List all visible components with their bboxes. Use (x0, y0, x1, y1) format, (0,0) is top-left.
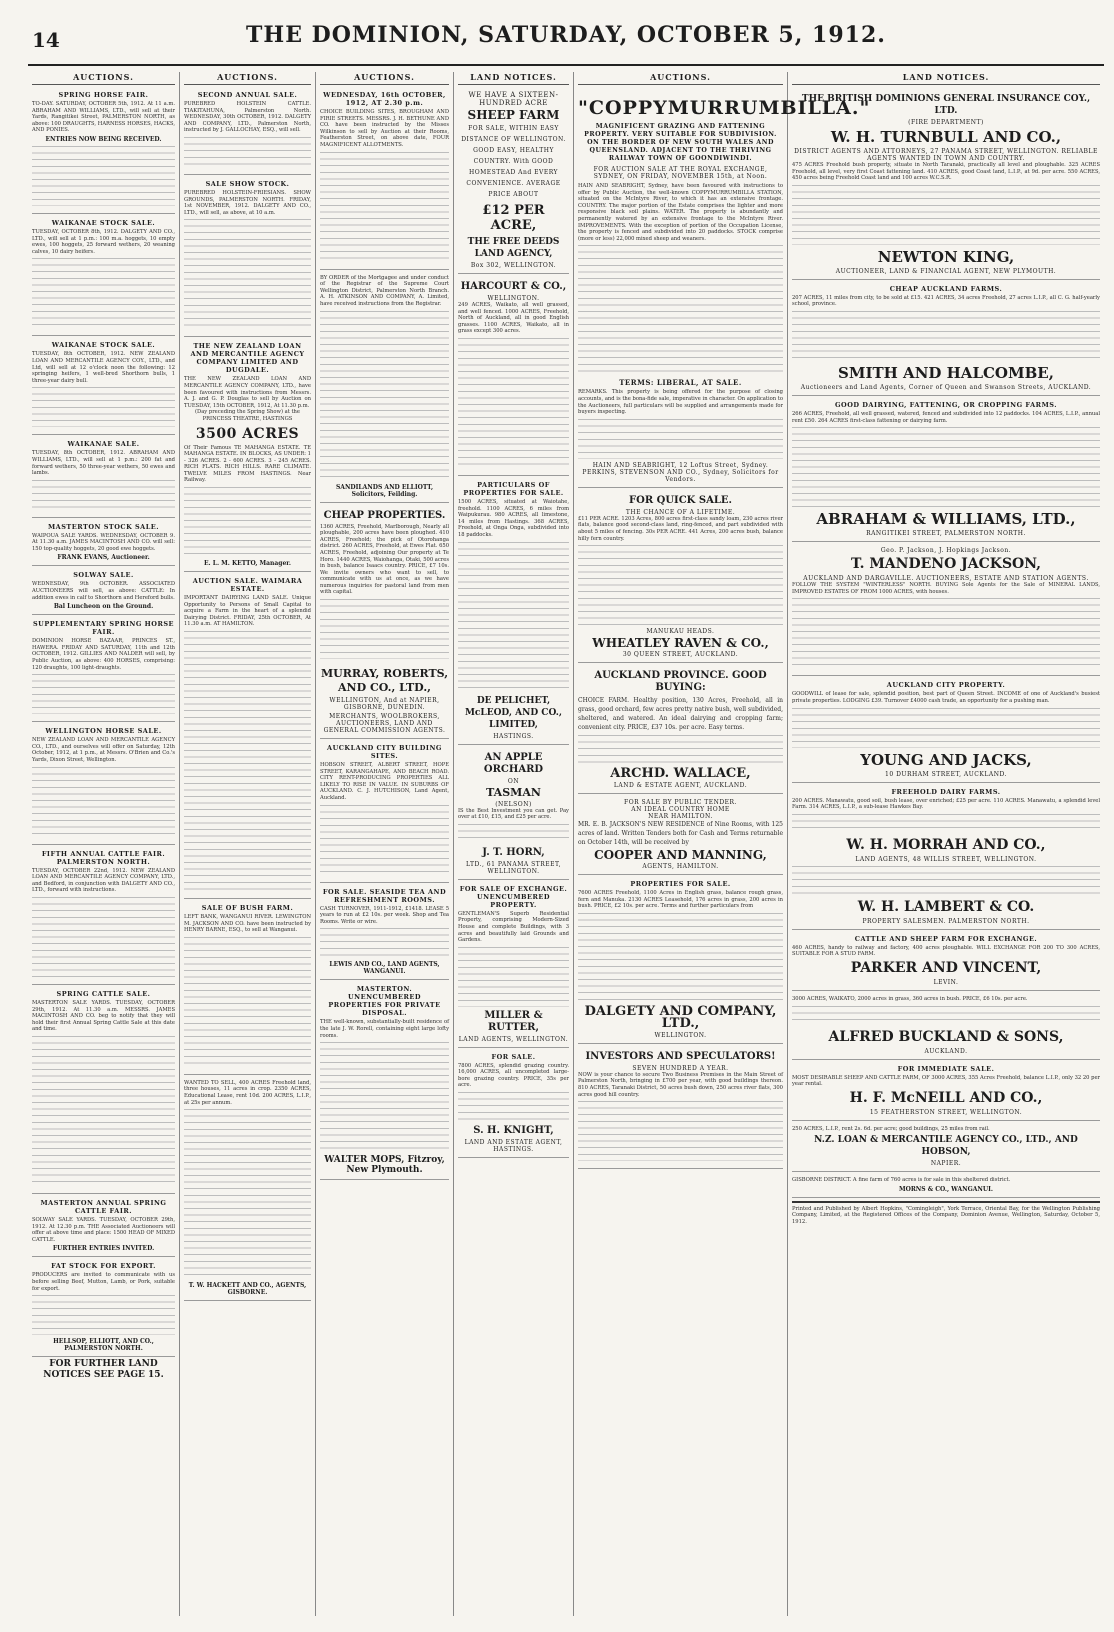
firm-name: S. H. KNIGHT, (473, 1125, 554, 1137)
text-lines (32, 674, 175, 714)
ad-text: CHOICE BUILDING SITES, BROUGHAM AND FIRIE STREETS. MESSRS. J. H. BETHUNE AND CO. have been instructed by the Misses Wilkinson to sell by Auction at their Rooms, Featherston Street, on above date, FOUR MAGNIFICENT ALLOTMENTS. (320, 109, 449, 148)
ad-headline: AUCKLAND PROVINCE. GOOD BUYING: (594, 670, 767, 694)
text-lines (578, 545, 783, 625)
column-header: AUCTIONS. (320, 72, 449, 85)
ad-masterton-properties (320, 982, 449, 1180)
ad-freehold-dairy (792, 785, 1100, 930)
text-lines (792, 598, 1100, 668)
solicitors-line: PERKINS, STEVENSON AND CO., Sydney, Solicitors for Vendors. (582, 468, 779, 483)
ad-harcourt (458, 276, 569, 476)
ad-wellington-horse-sale (32, 724, 175, 844)
ad-headline: SHEEP FARM (467, 108, 560, 122)
text-lines (184, 219, 311, 329)
ad-heading: MASTERTON. UNENCUMBERED PROPERTIES FOR PRIVATE DISPOSAL. (328, 985, 441, 1018)
ad-mandeno-jackson (792, 544, 1100, 676)
page-number: 14 (32, 28, 60, 52)
ad-text: Of Their Famous TE MAHANGA ESTATE. TE MAHANGA ESTATE. IN BLOCKS, AS UNDER: 1 - 326 ACRES. 2 - 600 ACRES. 3 - 245 ACRES. RICH FLATS. RICH HILLS. RARE CLIMATE. TWELVE MILES FROM HASTINGS. Near Railway. (184, 444, 311, 484)
ad-nz-loan (792, 1123, 1100, 1173)
text-lines (458, 1092, 569, 1122)
ad-text: 7600 ACRES Freehold, 1100 Acres in English grass, balance rough grass, fern and Manuka. 2130 ACRES Leasehold, 176 acres in grass, 200 acres in bush. PRICE, £2 10s. per acre. Terms and further particulars from (578, 890, 783, 910)
ad-text: FOR SALE, WITHIN EASY DISTANCE OF WELLINGTON. GOOD EASY, HEALTHY COUNTRY. With GOOD HOMESTEAD And EVERY CONVENIENCE. AVERAGE PRICE ABOUT (461, 125, 566, 198)
column-4 (454, 72, 574, 1616)
ad-auckland-province (578, 665, 783, 794)
ad-text: CHOICE FARM. Healthy position, 130 Acres, Freehold, all in grass, good orchard, few acres pretty native bush, well subdivided, sheltered, and watered. An ideal dairying and cropping farm; convenient city. PRICE, £37 10s. per acre. Easy terms. (578, 697, 783, 732)
text-lines (184, 1109, 311, 1279)
ad-heading: WAIKANAE STOCK SALE. (51, 341, 156, 350)
ad-text: 475 ACRES Freehold bush property, situate in North Taranaki, practically all level and ploughable. 325 ACRES Freehold, all level, very first Coast fattening land. 410 ACRES, good Coast land, L.I.P., at 9d. per acre. 550 ACRES, 450 acres being Freehold Coast land and 100 acres W.C.S.R. (792, 162, 1100, 182)
ad-heading: SECOND ANNUAL SALE. (197, 91, 298, 99)
ad-immediate-sale (792, 1062, 1100, 1121)
firm-name: MURRAY, ROBERTS, AND CO., LTD., (320, 667, 449, 695)
text-lines (792, 708, 1100, 748)
text-lines (32, 258, 175, 328)
price-per-acre: £12 PER ACRE, (482, 203, 545, 233)
ad-text: 200 ACRES. Manawatu, good soil, bush lease, over enriched; £25 per acre. 110 ACRES. Manawatu, a splendid level Farm. 314 ACRES, L.I.P., a sub-lease Hawkes Bay. (792, 797, 1100, 811)
ad-heading: AUCKLAND CITY PROPERTY. (886, 681, 1006, 690)
ad-headline: FOR QUICK SALE. (629, 494, 732, 506)
firm-name: ABRAHAM & WILLIAMS, LTD., (816, 510, 1076, 529)
ad-heading: WAIKANAE STOCK SALE. (51, 218, 156, 227)
ad-text: 249 ACRES, Waikato, all well grassed, and well fenced. 1000 ACRES, Freehold, North of Auckland, all in good English grasses. 1100 ACRES, Waikato, all in grass except 300 acres. (458, 302, 569, 335)
firm-address: Auctioneers and Land Agents, Corner of Queen and Swanson Streets, AUCKLAND. (800, 383, 1092, 391)
text-lines (578, 419, 783, 459)
ad-heading: FIFTH ANNUAL CATTLE FAIR. PALMERSTON NORTH. (41, 849, 166, 866)
ad-cheap-properties (320, 505, 449, 740)
ad-heading: FOR SALE BY PUBLIC TENDER. (624, 799, 737, 807)
text-lines (458, 947, 569, 1007)
ad-heading: AUCTION SALE. WAIMARA ESTATE. (192, 577, 303, 594)
ad-text: TO-DAY. SATURDAY, OCTOBER 5th, 1912. At 11 a.m. ABRAHAM AND WILLIAMS, LTD., will sell at their Yards, Rangitikei Street, PALMERSTON NORTH, as above: 100 DRAUGHTS, HARNESS HORSES, HACKS, AND PONIES. (32, 101, 175, 134)
firm-name: WHEATLEY RAVEN & CO., (592, 636, 769, 651)
text-lines (792, 427, 1100, 507)
ad-heading: SOLWAY SALE. (73, 571, 134, 580)
terms-line: TERMS: LIBERAL, AT SALE. (619, 378, 742, 388)
ad-waikanae-stock (32, 216, 175, 336)
ad-subheading: SEVEN HUNDRED A YEAR. (632, 1064, 729, 1072)
ad-connector: ON (507, 777, 520, 785)
ad-heading: MASTERTON ANNUAL SPRING CATTLE FAIR. (40, 1198, 167, 1215)
text-lines (32, 387, 175, 427)
ad-text: SOLWAY SALE YARDS. TUESDAY, OCTOBER 29th, 1912. At 12.30 p.m. THE Associated Auctioneers will offer at above time and place: 1500 HEAD OF MIXED CATTLE. (32, 1216, 175, 1243)
column-5 (574, 72, 871, 1616)
ad-text: MOST DESIRABLE SHEEP AND CATTLE FARM, OF 3000 ACRES, 355 Acres Freehold, balance L.I.P., only 32 20 per year rental. (792, 1074, 1100, 1088)
ad-text: FOLLOW THE SYSTEM "WINTERLESS" NORTH. BUYING Sole Agents for the Sale of MINERAL LANDS, IMPROVED ESTATES OF FROM 1000 ACRES, with houses. (792, 582, 1100, 595)
firm-address: DISTRICT AGENTS AND ATTORNEYS, 27 PANAMA STREET, WELLINGTON. RELIABLE AGENTS WANTED IN TOWN AND COUNTRY. (794, 148, 1098, 162)
ad-heading: MASTERTON STOCK SALE. (47, 522, 160, 531)
text-lines (320, 599, 449, 659)
orchard-location: TASMAN (486, 785, 541, 799)
text-lines (184, 937, 311, 1067)
ad-text: WEDNESDAY, 9th OCTOBER. ASSOCIATED AUCTIONEERS will sell, as above: CATTLE: In addition ewes in calf to Shorthorn and Hereford bulls. (32, 581, 175, 601)
ad-public-tender (578, 796, 783, 875)
ad-text: £11 PER ACRE. 1203 Acres, 800 acres first-class sandy loam, 230 acres river flats, balance good second-class land, ring-fenced, and part subdivided with about 5 miles of fencing. 30s PER ACRE. 441 Acres, 200 acres bush, balance hilly fern country. (578, 515, 783, 542)
ad-signature: E. L. M. KETTO, Manager. (203, 560, 291, 568)
firm-address: LAND AGENTS, 48 WILLIS STREET, WELLINGTON. (855, 855, 1037, 863)
ad-heading: FAT STOCK FOR EXPORT. (51, 1262, 156, 1271)
firm-address: NAPIER. (930, 1160, 962, 1168)
column-header: AUCTIONS. (578, 72, 783, 85)
ad-subheading: (FIRE DEPARTMENT) (908, 119, 984, 126)
masthead (28, 18, 1104, 66)
ad-text: TUESDAY, OCTOBER 22nd, 1912. NEW ZEALAND LOAN AND MERCANTILE AGENCY COMPANY, LTD., and Bedford, in conjunction with DALGETY AND CO., LTD., forward with instructions. (32, 867, 175, 894)
ad-text: PRODUCERS are invited to communicate with us before selling Beef, Mutton, Lamb, or Pork, suitable for export. (32, 1272, 175, 1292)
ad-heading: FOR IMMEDIATE SALE. (897, 1064, 995, 1073)
ad-subheading: AN IDEAL COUNTRY HOME (631, 806, 730, 814)
ad-text: 266 ACRES, Freehold, all well grassed, watered, fenced and subdivided into 12 paddocks. 104 ACRES, L.I.P., annual rent £50. 264 ACRES first-class fattening or dairying farm. (792, 410, 1100, 424)
text-lines (184, 631, 311, 891)
columns (28, 72, 1104, 1616)
ad-heading: SPRING CATTLE SALE. (56, 989, 151, 998)
text-lines (320, 805, 449, 875)
ad-heading: CHEAP PROPERTIES. (323, 509, 446, 521)
text-lines (32, 1036, 175, 1186)
column-6 (788, 72, 1104, 1616)
firm-name: NEWTON KING, (877, 247, 1015, 266)
firm-address: HASTINGS. (493, 732, 534, 740)
newspaper-page (28, 10, 1104, 1622)
firm-name: ALFRED BUCKLAND & SONS, (828, 1028, 1064, 1045)
firm-address: AUCKLAND. (924, 1047, 968, 1055)
station-name: "COPPYMURRUMBILLA." (578, 97, 871, 119)
ad-text: THE NEW ZEALAND LOAN AND MERCANTILE AGENCY COMPANY, LTD., have been favoured with instructions from Messrs. A. J. and G. P. Douglas to sell by Auction on TUESDAY, 15th OCTOBER, 1912, At 11.30 p.m. (184, 376, 311, 409)
ad-masterton-stock (32, 520, 175, 567)
ad-holstein-sale (184, 88, 311, 175)
ad-text: 7800 ACRES, splendid grazing country. 16,000 ACRES, all uncompleted large-bore grazing country. PRICE, 35s per acre. (458, 1062, 569, 1089)
ad-text: PUREBRED HOLSTEIN-FRIESIANS. SHOW GROUNDS, PALMERSTON NORTH. FRIDAY, 1st NOVEMBER, 1912. DALGETY AND CO., LTD., will sell, as above, at 10 a.m. (184, 189, 311, 216)
ad-text: HAIN AND SEABRIGHT, Sydney, have been favoured with instructions to offer by Public Auction, the well-known COPPYMURRUMBILLA STATION, situated on the McIntyre River, to which it has an extensive frontage. COUNTRY. The major portion of the Estate comprises the lighter and more responsive black soil plains. WATER. The property is abundantly and permanently watered by an extensive frontage to the McIntyre River. IMPROVEMENTS. With the exception of portion of the Occupation License, the property is fenced and subdivided into 20 paddocks. STOCK comprise (more or less) 22,000 mixed sheep and weaners. (578, 183, 783, 242)
firm-description: MERCHANTS, WOOLBROKERS, AUCTIONEERS, LAND AND GENERAL COMMISSION AGENTS. (323, 713, 446, 735)
ad-text: 460 ACRES, handy to railway and factory, 400 acres ploughable. WILL EXCHANGE FOR 200 TO 300 ACRES, SUITABLE FOR A STUD FARM. (792, 944, 1100, 958)
ad-text: CASH TURNOVER, 1911-1912, £1418. LEASE 5 years to run at £2 10s. per week. Shop and Tea Rooms. Write or wire. (320, 905, 449, 925)
ad-waikanae-sale (32, 437, 175, 517)
firm-name: J. T. HORN, (482, 846, 545, 858)
ad-intro: WE HAVE A SIXTEEN-HUNDRED ACRE (468, 91, 559, 107)
text-lines (578, 245, 783, 375)
ad-heading: GOOD DAIRYING, FATTENING, OR CROPPING FARMS. (835, 400, 1057, 409)
ad-heading: FOR SALE OF EXCHANGE. UNENCUMBERED PROPERTY. (459, 884, 568, 909)
ad-text: NOW is your chance to secure Two Business Premises in the Main Street of Palmerston North, bringing in £700 per year, with good buildings thereon. 810 ACRES, Taranaki District, 50 acres bush down, 250 acres river flats, 300 acres good hill country. (578, 1071, 783, 1098)
see-page-notice: FOR FURTHER LAND NOTICES SEE PAGE 15. (43, 1359, 164, 1381)
firm-address: AUCTIONEER, LAND & FINANCIAL AGENT, NEW PLYMOUTH. (835, 267, 1057, 275)
firm-address: AUCKLAND AND DARGAVILLE. AUCTIONEERS, ESTATE AND STATION AGENTS. (803, 575, 1089, 583)
ad-text: DOMINION HORSE BAZAAR, PRINCES ST., HAWERA. FRIDAY AND SATURDAY, 11th and 12th OCTOBER, 1912. GILLIES AND NALDER will sell, by Public Auction, as above: 400 HORSES, comprising: 120 draughts, 100 light-draughts. (32, 638, 175, 671)
ad-masterton-cattle-fair (32, 1196, 175, 1257)
ad-text: 250 ACRES, L.I.P., rent 2s. 6d. per acre; good buildings, 25 miles from rail. (792, 1125, 990, 1132)
ad-waikanae-stock-2 (32, 338, 175, 435)
auction-date: FOR AUCTION SALE AT THE ROYAL EXCHANGE, SYDNEY, ON FRIDAY, NOVEMBER 15th, at Noon. (593, 166, 768, 180)
text-lines (32, 1295, 175, 1335)
firm-address: AGENTS, HAMILTON. (642, 863, 719, 871)
ad-text: LEFT BANK, WANGANUI RIVER. LEWINGTON M. JACKSON AND CO. have been instructed by HENRY BARNE, ESQ., to sell at Wanganui. (184, 914, 311, 934)
ad-text: REMARKS. This property is being offered for the purpose of closing accounts, and is the bona-fide sale, imperative in character. On application to the Auctioneers, full particulars will be supplied and arrangements made for buyers inspecting. (578, 389, 783, 416)
ad-fat-stock-export (32, 1259, 175, 1357)
firm-name: W. H. TURNBULL AND CO., (830, 128, 1062, 146)
column-header: AUCTIONS. (184, 72, 311, 85)
ad-heading: CHEAP AUCKLAND FARMS. (889, 284, 1003, 293)
firm-address: 15 FEATHERSTON STREET, WELLINGTON. (869, 1108, 1023, 1116)
text-lines (32, 767, 175, 837)
firm-address: WELLINGTON. (654, 1031, 707, 1039)
ad-headline: AN APPLE ORCHARD (483, 751, 544, 775)
text-lines (792, 1006, 1100, 1026)
firm-name: T. MANDENO JACKSON, (850, 556, 1042, 573)
firm-address: RANGITIKEI STREET, PALMERSTON NORTH. (866, 530, 1026, 538)
ad-farm-exchange (792, 932, 1100, 991)
firm-address: WELLINGTON, And at NAPIER, GISBORNE, DUNEDIN. (329, 697, 440, 712)
firm-address: LAND & ESTATE AGENT, AUCKLAND. (613, 782, 748, 790)
column-header: AUCTIONS. (32, 72, 175, 85)
ad-text: NEW ZEALAND LOAN AND MERCANTILE AGENCY CO., LTD., and ourselves will offer on Saturday, 12th October, 1912, at 1 p.m., at Messrs. O'Brien and Co.'s Yards, Dixon Street, Wellington. (32, 737, 175, 763)
firm-address: LAND AND ESTATE AGENT, HASTINGS. (464, 1139, 563, 1154)
ad-text: TUESDAY, OCTOBER 8th, 1912. DALGETY AND CO., LTD., will sell at 1 p.m.: 100 m.a. hoggets, 10 empty ewes, 100 hoggets, 25 forward wethers, 20 weaning calves, 10 dairy heifers. (32, 228, 175, 255)
ad-heading: FOR SALE. (491, 1052, 536, 1061)
ad-heading: SALE SHOW STOCK. (205, 179, 290, 188)
firm-name: H. F. McNEILL AND CO., (849, 1089, 1043, 1106)
ad-dairying-farms (792, 398, 1100, 542)
ad-wanted-to-sell (184, 1077, 311, 1301)
ad-signature: Bal Luncheon on the Ground. (53, 603, 154, 611)
text-lines (578, 1101, 783, 1161)
ad-heading: FOR SALE. SEASIDE TEA AND REFRESHMENT ROOMS. (322, 887, 447, 904)
printer-imprint: Printed and Published by Albert Hopkins, "Comingleigh", York Terrace, Oriental Bay, for the Wellington Publishing Company, Limited, at the Registered Offices of the Company, Dominion Avenue, Wellington, Saturday, October 5, 1912. (792, 1205, 1100, 1226)
ad-text: 207 ACRES, 11 miles from city, to be sold at £15. 421 ACRES, 34 acres Freehold, 27 acres L.I.P., all C. G. half-yearly school, province. (792, 294, 1100, 308)
column-2 (180, 72, 316, 1616)
text-lines (320, 1042, 449, 1152)
ad-coppymurrumbilla (578, 88, 871, 488)
firm-name: MILLER & RUTTER, (484, 1009, 543, 1033)
firm-name: COOPER AND MANNING, (594, 848, 767, 863)
ad-gisborne-farm (792, 1174, 1100, 1198)
ad-heading: AUCKLAND CITY BUILDING SITES. (327, 744, 442, 761)
ad-subtitle: MAGNIFICENT GRAZING AND FATTENING PROPERTY. VERY SUITABLE FOR SUBDIVISION. ON THE BORDER OF NEW SOUTH WALES AND QUEENSLAND. ADJACENT TO THE THRIVING RAILWAY TOWN OF GOONDIWINDI. (584, 123, 777, 162)
ad-text: MR. E. B. JACKSON'S NEW RESIDENCE of Nine Rooms, with 125 acres of land. Written Tenders both for Cash and Terms returnable on October 14th, will be received by (578, 821, 783, 847)
ad-heading: SALE OF BUSH FARM. (201, 904, 294, 913)
ad-bush-farm (184, 901, 311, 1075)
text-lines (578, 735, 783, 765)
text-lines (32, 897, 175, 977)
ad-for-sale-grazing (458, 1050, 569, 1158)
ad-text: GISBORNE DISTRICT. A fine farm of 760 acres is for sale in this sheltered district. (792, 1177, 1011, 1184)
ad-exchange-property (458, 882, 569, 1048)
column-header: LAND NOTICES. (792, 72, 1100, 85)
ad-spring-cattle-sale (32, 987, 175, 1194)
ad-text: (Day preceding the Spring Show) at the PRINCESS THEATRE, HASTINGS (195, 409, 300, 422)
ad-investors (578, 1046, 783, 1169)
ad-text: THE well-known, substantially-built residence of the late J. W. Rorell, containing eight large lofty rooms. (320, 1019, 449, 1039)
ad-signature: ENTRIES NOW BEING RECEIVED. (45, 135, 162, 143)
ad-signature: SANDILANDS AND ELLIOTT, Solicitors, Feilding. (335, 483, 434, 498)
text-lines (320, 928, 449, 958)
newspaper-title: THE DOMINION, SATURDAY, OCTOBER 5, 1912. (246, 22, 886, 48)
text-lines (184, 487, 311, 557)
ad-building-sites (320, 88, 449, 270)
ad-headline: INVESTORS AND SPECULATORS! (585, 1050, 776, 1062)
ad-signature: MORNS & CO., WANGANUI. (898, 1185, 994, 1193)
ad-quick-sale (578, 490, 783, 663)
firm-address: LAND AGENTS, WELLINGTON. (458, 1035, 569, 1043)
ad-waikato-farm (792, 993, 1100, 1060)
ad-auckland-sites (320, 741, 449, 883)
column-1 (28, 72, 180, 1616)
ad-heading: WEDNESDAY, 16th OCTOBER, 1912, AT 2.30 p.m. (323, 91, 446, 107)
ad-mortgagee-sale (320, 272, 449, 503)
ad-heading: SUPPLEMENTARY SPRING HORSE FAIR. (32, 620, 175, 637)
ad-signature: HELLSOP, ELLIOTT, AND CO., PALMERSTON NORTH. (53, 1338, 154, 1353)
ad-signature: T. W. HACKETT AND CO., AGENTS, GISBORNE. (188, 1282, 307, 1297)
ad-text: GENTLEMAN'S Superb Residential Property, comprising Modern-Sized House and complete Buildings, with 3 acres and beautifully laid Grounds and Gardens. (458, 910, 569, 944)
firm-address: PROPERTY SALESMEN. PALMERSTON NORTH. (862, 917, 1030, 925)
firm-name: HARCOURT & CO., (460, 281, 567, 292)
ad-subheading: THE CHANCE OF A LIFETIME. (625, 508, 736, 516)
firm-name: YOUNG AND JACKS, (860, 750, 1032, 769)
ad-text: WAIPOUA SALE YARDS. WEDNESDAY, OCTOBER 9. At 11.30 a.m. JAMES MACINTOSH AND CO. will sell: 150 top-quality hoggets, 20 good ewe hoggets. (32, 532, 175, 552)
firm-address: LTD., 61 PANAMA STREET, WELLINGTON. (465, 860, 562, 875)
firm-address: WELLINGTON. (487, 295, 540, 302)
ad-signature: FRANK EVANS, Auctioneer. (57, 554, 150, 562)
ad-nz-loan-dugdale (184, 339, 311, 572)
ad-intro: Geo. P. Jackson, J. Hopkings Jackson. (880, 547, 1012, 555)
text-lines (792, 866, 1100, 896)
ad-auckland-city-property (792, 678, 1100, 782)
ad-spring-horse-fair (32, 88, 175, 214)
ad-heading: FREEHOLD DAIRY FARMS. (891, 787, 1001, 796)
location-line: MANUKAU HEADS. (646, 628, 715, 636)
ad-waimara-estate (184, 574, 311, 899)
firm-address: 30 QUEEN STREET, AUCKLAND. (622, 651, 739, 659)
ad-text: IMPORTANT DAIRYING LAND SALE. Unique Opportunity to Persons of Small Capital to acquire a Farm in the heart of a splendid Dairying District. FRIDAY, 25th OCTOBER, At 11.30 a.m. AT HAMILTON. (184, 595, 311, 628)
ad-tea-rooms (320, 885, 449, 981)
agency-address: Box 302, WELLINGTON. (470, 262, 557, 269)
acreage-headline: 3500 ACRES (195, 425, 300, 442)
ad-heading: CATTLE AND SHEEP FARM FOR EXCHANGE. (854, 934, 1038, 943)
ad-text: 1360 ACRES, Freehold, Marlborough, Nearly all ploughable, 200 acres have been ploughed. 410 ACRES, Freehold; the pick of Otorohanga district. 260 ACRES, Freehold, at Ewes Flat. 650 ACRES, Freehold, adjoining Our property at Te Horo. 1440 ACRES, Waiohanga, Otaki, 500 acres in bush, balance Isaacs country. PRICE, £7 10s. We invite owners who want to sell, to communicate with us at once, as we have numerous inquiries for pastoral land from men with capital. (320, 523, 449, 596)
ad-cheap-auckland-farms (792, 282, 1100, 396)
ad-text: BY ORDER of the Mortgagee and under conduct of the Registrar of the Supreme Court Wellington District, Palmerston North Branch. A. H. ATKINSON AND COMPANY, A. Limited, have received instructions from the Registrar. (320, 274, 449, 307)
ad-heading: WELLINGTON HORSE SALE. (45, 727, 162, 736)
text-lines (32, 480, 175, 510)
ad-sheep-farm (458, 88, 569, 274)
ad-properties-for-sale (578, 877, 783, 1044)
ad-heading: WAIKANAE SALE. (67, 440, 140, 449)
text-lines (458, 542, 569, 692)
ad-headline: THE BRITISH DOMINIONS GENERAL INSURANCE COY., LTD. (801, 94, 1091, 116)
ad-heading: PROPERTIES FOR SALE. (630, 880, 731, 889)
ad-text: HOBSON STREET, ALBERT STREET, HOPE STREET, KARANGAHAPE, AND BEACH ROAD. CITY RENT-PRODUCING PROPERTIES ALL LIKELY TO RISE IN VALUE. IN SUBURBS OF AUCKLAND. C. J. HUTCHISON, Land Agent, Auckland. (320, 762, 449, 802)
firm-name: PARKER AND VINCENT, (850, 959, 1042, 976)
text-lines (458, 824, 569, 844)
text-lines (184, 137, 311, 167)
text-lines (458, 338, 569, 468)
firm-name: ARCHD. WALLACE, (610, 766, 751, 782)
ad-text: GOODWILL of lease for sale, splendid position, best part of Queen Street. INCOME of one of Auckland's busiest private properties. LODGING £39. Turnover £4000 cash trade, an opportunity for a pushing man. (792, 691, 1100, 704)
firm-name: W. H. LAMBERT & CO. (857, 898, 1035, 915)
ad-signature: WALTER MOPS, Fitzroy, New Plymouth. (324, 1155, 445, 1176)
ad-particulars (458, 478, 569, 745)
text-lines (792, 185, 1100, 245)
text-lines (578, 913, 783, 1003)
column-header: LAND NOTICES. (458, 72, 569, 85)
ad-signature: FURTHER ENTRIES INVITED. (52, 1245, 155, 1253)
orchard-region: (NELSON) (495, 800, 532, 808)
ad-text: 1500 ACRES, situated at Waiotahe, freehold. 1100 ACRES, 6 miles from Waipukurau. 980 ACRES, all limestone, 14 miles from Hastings. 368 ACRES, Freehold, at Onga Onga, subdivided into 18 paddocks. (458, 498, 569, 538)
firm-address: LEVIN. (933, 978, 959, 986)
firm-name: SMITH AND HALCOMBE, (838, 363, 1054, 382)
ad-heading: THE NEW ZEALAND LOAN AND MERCANTILE AGENCY COMPANY LIMITED AND DUGDALE. (190, 342, 305, 375)
text-lines (792, 814, 1100, 834)
text-lines (320, 311, 449, 481)
ad-text: 3000 ACRES, WAIKATO, 2000 acres in grass, 360 acres in bush. PRICE, £6 10s. per acre. (792, 995, 1028, 1002)
ad-show-stock (184, 177, 311, 337)
ad-british-dominions (792, 88, 1100, 280)
ad-signature: LEWIS AND CO., LAND AGENTS, WANGANUI. (329, 961, 440, 976)
ad-fifth-cattle-fair (32, 847, 175, 985)
ad-location: NEAR HAMILTON. (648, 813, 713, 821)
column-3 (316, 72, 454, 1616)
firm-name: DE PELICHET, McLEOD, AND CO., LIMITED, (464, 695, 563, 730)
ad-apple-orchard (458, 747, 569, 880)
firm-name: DALGETY AND COMPANY, LTD., (584, 1003, 777, 1031)
text-lines (320, 152, 449, 262)
firm-address: 10 DURHAM STREET, AUCKLAND. (885, 770, 1007, 778)
ad-text: WANTED TO SELL, 400 ACRES Freehold land, three houses, 11 acres in crop. 2350 ACRES, Educational Lease, rent 10d. 200 ACRES, L.I.P., at 25s per annum. (184, 1079, 311, 1106)
agency-name: THE FREE DEEDS LAND AGENCY, (467, 237, 560, 259)
text-lines (792, 311, 1100, 361)
ad-text: PUREBRED HOLSTEIN CATTLE. TIAKITAHUNA, Palmerston North. WEDNESDAY, 30th OCTOBER, 1912. DALGETY AND COMPANY, LTD., Palmerston North, instructed by J. GALLOCHAY, ESQ., will sell. (184, 101, 311, 134)
ad-heading: SPRING HORSE FAIR. (58, 91, 149, 99)
ad-heading: PARTICULARS OF PROPERTIES FOR SALE. (463, 480, 564, 497)
firm-name: W. H. MORRAH AND CO., (846, 836, 1046, 853)
ad-text: TUESDAY, 8th OCTOBER, 1912. ABRAHAM AND WILLIAMS, LTD., will sell at 1 p.m.: 200 fat and forward wethers, 50 three-year wethers, 50 ewes and lambs. (32, 450, 175, 477)
ad-supplementary-horse-fair (32, 617, 175, 722)
firm-name: N.Z. LOAN & MERCANTILE AGENCY CO., LTD., AND HOBSON, (814, 1135, 1078, 1158)
auctioneer-address: HAIN AND SEABRIGHT, 12 Loftus Street, Sydney. (592, 461, 769, 469)
ad-text: MASTERTON SALE YARDS. TUESDAY, OCTOBER 29th, 1912. At 11.30 a.m. MESSRS. JAMES MACINTOSH AND CO. beg to notify that they will hold their first Annual Spring Cattle Sale at this date and time. (32, 999, 175, 1033)
text-lines (32, 146, 175, 206)
divider (792, 1201, 1100, 1203)
ad-text: IS the Best Investment you can get. Pay over at £10, £15, and £25 per acre. (458, 807, 569, 821)
ad-solway-sale (32, 568, 175, 615)
ad-text: TUESDAY, 8th OCTOBER, 1912. NEW ZEALAND LOAN AND MERCANTILE AGENCY COY., LTD., and Ltd, will sell at 12 o'clock noon the following: 12 springing heifers, 1 well-bred Shorthorn bulls, 1 three-year dairy bull. (32, 351, 175, 384)
